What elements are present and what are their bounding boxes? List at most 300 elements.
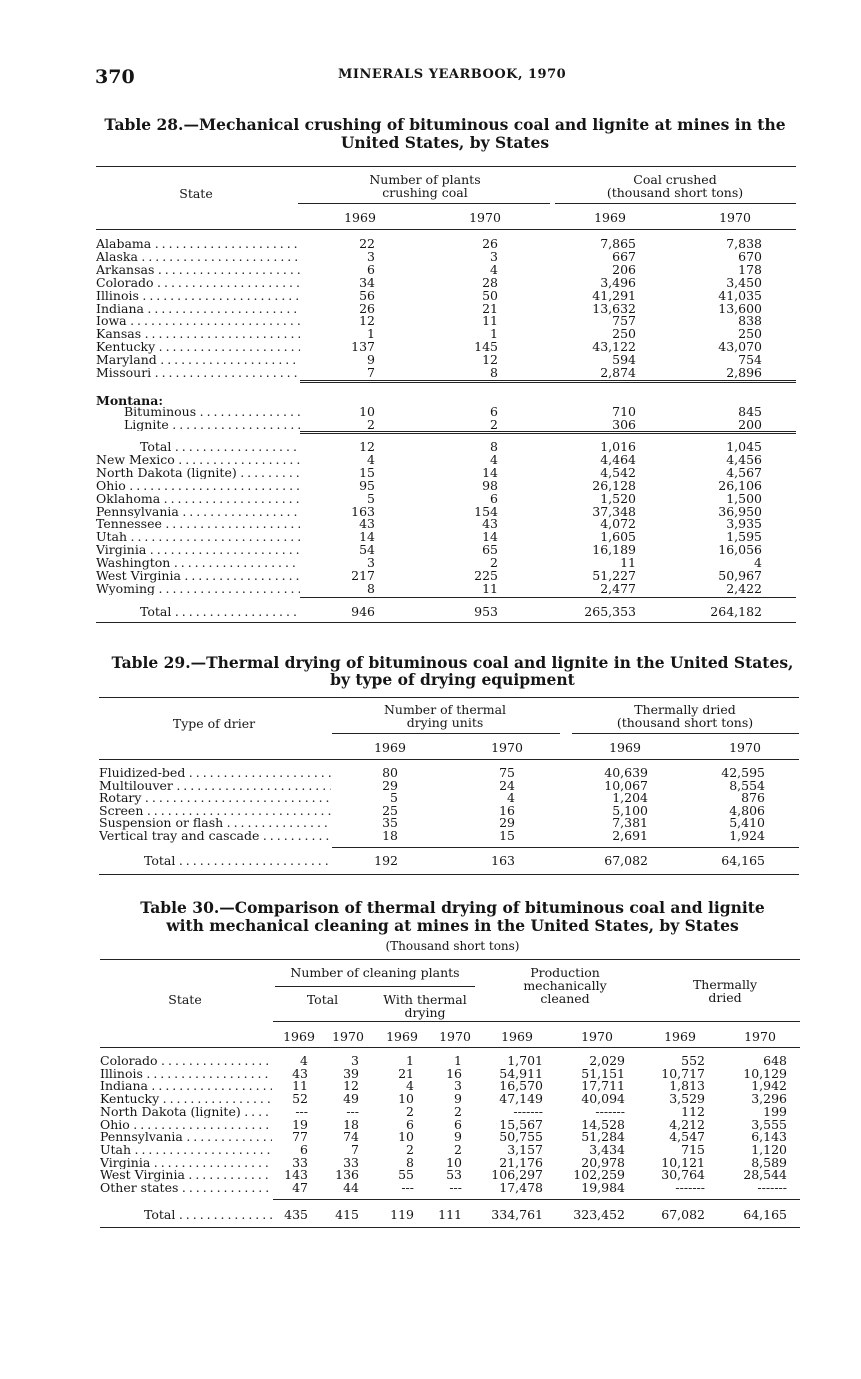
table-30-title-line2: with mechanical cleaning at mines in the United States, by States xyxy=(166,916,739,935)
table-cell: 10,717 xyxy=(661,1065,705,1081)
state-label: Indiana . . . xyxy=(100,1080,272,1093)
state-label: Pennsylvania . . . xyxy=(100,1131,272,1144)
table-cell: 838 xyxy=(738,313,762,329)
total-cell: 64,165 xyxy=(721,853,765,868)
table-cell: 2 xyxy=(454,1103,462,1119)
year-header: 1970 xyxy=(581,1029,613,1044)
table-cell: 4,542 xyxy=(600,464,636,480)
table-cell: 50,967 xyxy=(718,568,762,583)
table-cell: 11 xyxy=(482,580,498,596)
table-cell: 35 xyxy=(382,815,398,831)
table-cell: 51,151 xyxy=(581,1065,625,1081)
table-28-group2-rule xyxy=(555,203,796,204)
state-label: Colorado . . . xyxy=(96,277,300,290)
total-cell: 67,082 xyxy=(661,1207,705,1222)
table-cell: 2,691 xyxy=(612,828,648,843)
state-label: Alabama . . . xyxy=(96,238,300,251)
table-cell: 154 xyxy=(474,503,498,519)
table-cell: ------- xyxy=(513,1103,543,1119)
table-30-thermal-header-l2: drying xyxy=(404,1005,446,1020)
table-cell: 30,764 xyxy=(661,1167,705,1183)
table-cell: 3,935 xyxy=(726,516,762,532)
drier-type-label: Rotary . . . xyxy=(99,792,331,805)
table-cell: 225 xyxy=(474,568,498,583)
total-cell: 415 xyxy=(335,1207,359,1222)
table-cell: 10 xyxy=(446,1154,462,1170)
table-cell: 3,296 xyxy=(751,1091,787,1107)
table-cell: 80 xyxy=(382,765,398,780)
year-header: 1969 xyxy=(283,1029,315,1044)
table-cell: 54 xyxy=(359,542,375,558)
table-cell: 41,291 xyxy=(592,287,636,303)
table-cell: 143 xyxy=(284,1167,308,1183)
year-header: 1969 xyxy=(664,1029,696,1044)
table-cell: 4,567 xyxy=(726,464,762,480)
table-cell: 26 xyxy=(359,300,375,316)
table-cell: 20,978 xyxy=(581,1154,625,1170)
table-cell: 6 xyxy=(490,404,498,419)
drier-type-label: Vertical tray and cascade . . . xyxy=(99,830,331,843)
table-cell: 8 xyxy=(367,580,375,596)
table-cell: 3,529 xyxy=(669,1091,705,1107)
table-cell: 9 xyxy=(454,1091,462,1107)
table-30-thermal-header-l1: With thermal xyxy=(383,992,467,1007)
table-cell: 16,189 xyxy=(592,542,636,558)
state-label: Lignite . . . xyxy=(124,419,300,432)
table-cell: 12 xyxy=(359,313,375,329)
total-cell: 323,452 xyxy=(573,1207,625,1222)
table-cell: 667 xyxy=(612,248,636,264)
table-cell: 39 xyxy=(343,1065,359,1081)
table-cell: 552 xyxy=(681,1053,705,1068)
table-cell: 12 xyxy=(343,1078,359,1094)
table-cell: 8 xyxy=(406,1154,414,1170)
table-28-top-rule xyxy=(96,166,796,167)
table-cell: 200 xyxy=(738,416,762,432)
table-28-bottom-rule xyxy=(96,622,796,623)
state-label: Maryland . . . xyxy=(96,354,300,367)
state-label: West Virginia . . . xyxy=(96,570,300,583)
state-label: Tennessee . . . xyxy=(96,518,300,531)
drier-type-label: Multilouver . . . xyxy=(99,780,331,793)
table-29-top-rule xyxy=(99,697,799,698)
table-29-year-1970-units: 1970 xyxy=(491,740,523,755)
table-30-production-header-l2: mechanically xyxy=(523,978,607,993)
table-cell: 18 xyxy=(382,828,398,843)
table-cell: 14,528 xyxy=(581,1116,625,1132)
table-cell: 74 xyxy=(343,1129,359,1145)
table-29-title-line1: Table 29.—Thermal drying of bituminous coal and lignite in the United States, xyxy=(111,653,794,672)
table-cell: 8 xyxy=(490,439,498,454)
table-cell: 25 xyxy=(382,802,398,818)
table-cell: 6 xyxy=(454,1116,462,1132)
table-cell: 4,806 xyxy=(729,802,765,818)
table-cell: 4 xyxy=(300,1053,308,1068)
drier-type-label: Fluidized-bed . . . xyxy=(99,767,331,780)
table-cell: 3,450 xyxy=(726,274,762,290)
table-cell: 163 xyxy=(351,503,375,519)
table-cell: 2 xyxy=(406,1103,414,1119)
table-cell: 6 xyxy=(490,490,498,506)
table-cell: ------- xyxy=(595,1103,625,1119)
table-29-bottom-rule xyxy=(99,874,799,875)
table-cell: 1,595 xyxy=(726,529,762,545)
table-cell: 876 xyxy=(741,790,765,806)
table-cell: 250 xyxy=(612,326,636,342)
table-cell: 2 xyxy=(490,416,498,432)
table-30-cleaning-rule xyxy=(275,986,475,987)
table-28-plants-header-l1: Number of plants xyxy=(369,172,481,187)
year-header: 1969 xyxy=(501,1029,533,1044)
table-29-dried-header-l2: (thousand short tons) xyxy=(616,715,754,730)
state-label: New Mexico . . . xyxy=(96,454,300,467)
table-28-mid-rule-1 xyxy=(300,380,796,386)
table-cell: 5 xyxy=(390,790,398,806)
table-cell: 2,422 xyxy=(726,580,762,596)
table-cell: 1 xyxy=(490,326,498,342)
table-cell: 95 xyxy=(359,477,375,493)
total-cell: 946 xyxy=(351,604,375,619)
table-cell: 3,157 xyxy=(507,1141,543,1157)
table-30-header-rule xyxy=(100,1047,800,1048)
table-cell: 7,865 xyxy=(600,236,636,251)
table-cell: 1,942 xyxy=(751,1078,787,1094)
year-header: 1970 xyxy=(744,1029,776,1044)
table-cell: 43 xyxy=(482,516,498,532)
state-label: Total . . . xyxy=(140,441,300,454)
table-cell: 26,106 xyxy=(718,477,762,493)
table-cell: 10,129 xyxy=(743,1065,787,1081)
table-cell: 6 xyxy=(300,1141,308,1157)
table-cell: 4,212 xyxy=(669,1116,705,1132)
state-label: Washington . . . xyxy=(96,557,300,570)
table-cell: 9 xyxy=(454,1129,462,1145)
table-cell: 19 xyxy=(292,1116,308,1132)
table-cell: 9 xyxy=(367,352,375,368)
table-cell: 3,434 xyxy=(589,1141,625,1157)
table-cell: 29 xyxy=(499,815,515,831)
table-cell: 250 xyxy=(738,326,762,342)
table-cell: 1 xyxy=(454,1053,462,1068)
table-28-crushed-header-l1: Coal crushed xyxy=(633,172,717,187)
table-cell: 1,016 xyxy=(600,439,636,454)
table-cell: 33 xyxy=(343,1154,359,1170)
state-label: Pennsylvania . . . xyxy=(96,506,300,519)
table-cell: 65 xyxy=(482,542,498,558)
table-cell: 2 xyxy=(367,416,375,432)
table-cell: 10,121 xyxy=(661,1154,705,1170)
table-29-dried-header-l1: Thermally dried xyxy=(634,702,736,717)
table-cell: 77 xyxy=(292,1129,308,1145)
table-cell: 757 xyxy=(612,313,636,329)
table-cell: 206 xyxy=(612,261,636,277)
total-cell: 67,082 xyxy=(604,853,648,868)
table-cell: 14 xyxy=(359,529,375,545)
table-cell: 24 xyxy=(499,777,515,793)
total-cell: 192 xyxy=(374,853,398,868)
year-header: 1969 xyxy=(386,1029,418,1044)
table-cell: 10 xyxy=(398,1129,414,1145)
table-cell: 670 xyxy=(738,248,762,264)
state-label: Alaska . . . xyxy=(96,251,300,264)
state-label: Wyoming . . . xyxy=(96,583,300,596)
table-cell: 845 xyxy=(738,404,762,419)
table-cell: 1,924 xyxy=(729,828,765,843)
table-cell: 15,567 xyxy=(499,1116,543,1132)
table-cell: 21 xyxy=(482,300,498,316)
state-label: Ohio . . . xyxy=(96,480,300,493)
table-cell: 16 xyxy=(499,802,515,818)
table-cell: 5 xyxy=(367,490,375,506)
table-cell: 4 xyxy=(490,261,498,277)
table-cell: 51,284 xyxy=(581,1129,625,1145)
table-28-pre-total-rule xyxy=(300,597,796,598)
table-28-group1-rule xyxy=(298,203,550,204)
table-cell: 1,813 xyxy=(669,1078,705,1094)
drier-type-label: Screen . . . xyxy=(99,805,331,818)
table-cell: 16,570 xyxy=(499,1078,543,1094)
total-label: Total . . . xyxy=(144,855,331,868)
state-label: Illinois . . . xyxy=(96,290,300,303)
table-cell: 4,072 xyxy=(600,516,636,532)
table-28-montana-label: Montana: xyxy=(96,393,163,408)
table-cell: 12 xyxy=(482,352,498,368)
table-29-group1-rule xyxy=(332,733,560,734)
table-cell: 2 xyxy=(406,1141,414,1157)
table-cell: 6 xyxy=(406,1116,414,1132)
table-30-production-header-l1: Production xyxy=(530,965,600,980)
table-28-year-1969-crushed: 1969 xyxy=(594,210,626,225)
table-28-year-1970-crushed: 1970 xyxy=(719,210,751,225)
table-cell: 13,600 xyxy=(718,300,762,316)
table-cell: 43,122 xyxy=(592,339,636,355)
table-cell: --- xyxy=(295,1103,308,1119)
table-28-mid-rule-2 xyxy=(300,431,796,437)
table-cell: 4 xyxy=(367,451,375,467)
table-cell: 1,045 xyxy=(726,439,762,454)
table-cell: 42,595 xyxy=(721,765,765,780)
table-cell: 55 xyxy=(398,1167,414,1183)
table-cell: 4 xyxy=(490,451,498,467)
table-cell: 1,520 xyxy=(600,490,636,506)
table-cell: 49 xyxy=(343,1091,359,1107)
table-28-title-line2: United States, by States xyxy=(340,133,550,152)
state-label: Bituminous . . . xyxy=(124,406,300,419)
table-cell: 8,589 xyxy=(751,1154,787,1170)
table-cell: 217 xyxy=(351,568,375,583)
table-cell: 17,478 xyxy=(499,1180,543,1195)
table-cell: 26 xyxy=(482,236,498,251)
drier-type-label: Suspension or flash . . . xyxy=(99,817,331,830)
table-cell: 52 xyxy=(292,1091,308,1107)
table-cell: 47 xyxy=(292,1180,308,1195)
table-cell: 14 xyxy=(482,529,498,545)
table-cell: 51,227 xyxy=(592,568,636,583)
table-cell: 145 xyxy=(474,339,498,355)
state-label: Virginia . . . xyxy=(96,544,300,557)
table-cell: 15 xyxy=(359,464,375,480)
table-30-years-top-rule xyxy=(273,1021,800,1022)
table-29-units-header-l2: drying units xyxy=(406,715,484,730)
table-cell: 11 xyxy=(292,1078,308,1094)
table-cell: 2,477 xyxy=(600,580,636,596)
table-cell: 2,896 xyxy=(726,365,762,380)
table-cell: 3 xyxy=(367,555,375,571)
table-cell: 2,874 xyxy=(600,365,636,380)
table-cell: 28,544 xyxy=(743,1167,787,1183)
table-28-year-1970-plants: 1970 xyxy=(469,210,501,225)
table-cell: 21,176 xyxy=(499,1154,543,1170)
table-cell: 1,500 xyxy=(726,490,762,506)
table-cell: 3 xyxy=(351,1053,359,1068)
table-cell: 50 xyxy=(482,287,498,303)
table-cell: 112 xyxy=(681,1103,705,1119)
state-label: North Dakota (lignite) . . . xyxy=(100,1106,272,1119)
state-label: Colorado . . . xyxy=(100,1055,272,1068)
table-cell: 3 xyxy=(490,248,498,264)
table-30-title-line1: Table 30.—Comparison of thermal drying of bituminous coal and lignite xyxy=(140,898,765,917)
table-cell: 306 xyxy=(612,416,636,432)
table-cell: 1,120 xyxy=(751,1141,787,1157)
table-cell: 43,070 xyxy=(718,339,762,355)
state-label: Oklahoma . . . xyxy=(96,493,300,506)
table-cell: --- xyxy=(449,1180,462,1195)
table-cell: 136 xyxy=(335,1167,359,1183)
table-cell: 2 xyxy=(490,555,498,571)
table-cell: 710 xyxy=(612,404,636,419)
table-28-year-1969-plants: 1969 xyxy=(344,210,376,225)
state-label: Iowa . . . xyxy=(96,315,300,328)
table-30-total-header: Total xyxy=(306,992,339,1007)
table-cell: 34 xyxy=(359,274,375,290)
state-label: Utah . . . xyxy=(96,531,300,544)
table-cell: 594 xyxy=(612,352,636,368)
total-cell: 265,353 xyxy=(584,604,636,619)
table-cell: 15 xyxy=(499,828,515,843)
state-label: Arkansas . . . xyxy=(96,264,300,277)
table-cell: 1,605 xyxy=(600,529,636,545)
table-29-year-1970-dried: 1970 xyxy=(729,740,761,755)
total-cell: 64,165 xyxy=(743,1207,787,1222)
table-cell: 56 xyxy=(359,287,375,303)
table-cell: 2,029 xyxy=(589,1053,625,1068)
table-cell: 10 xyxy=(359,404,375,419)
table-cell: 47,149 xyxy=(499,1091,543,1107)
table-28-crushed-header-l2: (thousand short tons) xyxy=(606,185,744,200)
table-29-units-header-l1: Number of thermal xyxy=(383,702,507,717)
table-cell: 8,554 xyxy=(729,777,765,793)
table-cell: 10,067 xyxy=(604,777,648,793)
total-cell: 435 xyxy=(284,1207,308,1222)
table-cell: 11 xyxy=(482,313,498,329)
state-label: Kansas . . . xyxy=(96,328,300,341)
table-cell: 19,984 xyxy=(581,1180,625,1195)
table-cell: 3,555 xyxy=(751,1116,787,1132)
table-cell: 5,100 xyxy=(612,802,648,818)
table-cell: 7 xyxy=(367,365,375,380)
table-30-bottom-rule xyxy=(100,1227,800,1228)
table-cell: 17,711 xyxy=(581,1078,625,1094)
table-cell: --- xyxy=(401,1180,414,1195)
table-cell: 40,094 xyxy=(581,1091,625,1107)
table-30-cleaning-header: Number of cleaning plants xyxy=(290,965,460,980)
table-30-production-header-l3: cleaned xyxy=(540,991,590,1006)
table-cell: 1 xyxy=(367,326,375,342)
table-cell: 43 xyxy=(292,1065,308,1081)
total-cell: 264,182 xyxy=(710,604,762,619)
table-cell: 18 xyxy=(343,1116,359,1132)
table-cell: 50,755 xyxy=(499,1129,543,1145)
table-cell: 4,464 xyxy=(600,451,636,467)
table-cell: 14 xyxy=(482,464,498,480)
table-cell: 715 xyxy=(681,1141,705,1157)
state-label: Kentucky . . . xyxy=(96,341,300,354)
state-label: Virginia . . . xyxy=(100,1157,272,1170)
state-label: Missouri . . . xyxy=(96,367,300,380)
table-cell: 53 xyxy=(446,1167,462,1183)
table-cell: 4,547 xyxy=(669,1129,705,1145)
table-cell: 7,838 xyxy=(726,236,762,251)
table-cell: 43 xyxy=(359,516,375,532)
table-29-header-rule xyxy=(99,759,799,760)
total-cell: 111 xyxy=(438,1207,462,1222)
state-label: Ohio . . . xyxy=(100,1119,272,1132)
state-label: North Dakota (lignite) . . . xyxy=(96,467,300,480)
state-label: Kentucky . . . xyxy=(100,1093,272,1106)
table-28-state-header: State xyxy=(179,186,213,201)
table-cell: 2 xyxy=(454,1141,462,1157)
table-cell: 1 xyxy=(406,1053,414,1068)
total-cell: 334,761 xyxy=(491,1207,543,1222)
table-cell: 37,348 xyxy=(592,503,636,519)
table-29-group2-rule xyxy=(572,733,799,734)
table-cell: 75 xyxy=(499,765,515,780)
table-29-type-header: Type of drier xyxy=(172,716,256,731)
table-29-pre-total-rule xyxy=(332,847,799,848)
table-cell: 98 xyxy=(482,477,498,493)
table-cell: 3 xyxy=(454,1078,462,1094)
table-cell: 21 xyxy=(398,1065,414,1081)
table-cell: 28 xyxy=(482,274,498,290)
table-cell: 36,950 xyxy=(718,503,762,519)
table-28-header-rule xyxy=(96,229,796,230)
table-cell: 13,632 xyxy=(592,300,636,316)
table-cell: 33 xyxy=(292,1154,308,1170)
table-30-subtitle: (Thousand short tons) xyxy=(385,939,520,953)
table-cell: 4 xyxy=(507,790,515,806)
table-cell: 7,381 xyxy=(612,815,648,831)
table-cell: 26,128 xyxy=(592,477,636,493)
table-29-year-1969-dried: 1969 xyxy=(609,740,641,755)
table-cell: 4,456 xyxy=(726,451,762,467)
table-30-top-rule xyxy=(100,959,800,960)
year-header: 1970 xyxy=(439,1029,471,1044)
table-cell: 41,035 xyxy=(718,287,762,303)
table-30-state-header: State xyxy=(168,992,202,1007)
state-label: Illinois . . . xyxy=(100,1068,272,1081)
table-28-title-line1: Table 28.—Mechanical crushing of bituminous coal and lignite at mines in the xyxy=(104,115,786,134)
table-cell: 3,496 xyxy=(600,274,636,290)
state-label: Utah . . . xyxy=(100,1144,272,1157)
total-cell: 163 xyxy=(491,853,515,868)
table-30-pre-total-rule xyxy=(273,1199,800,1200)
table-cell: 29 xyxy=(382,777,398,793)
table-29-year-1969-units: 1969 xyxy=(374,740,406,755)
table-cell: 11 xyxy=(620,555,636,571)
total-cell: 119 xyxy=(390,1207,414,1222)
table-cell: 102,259 xyxy=(573,1167,625,1183)
table-cell: 4 xyxy=(754,555,762,571)
